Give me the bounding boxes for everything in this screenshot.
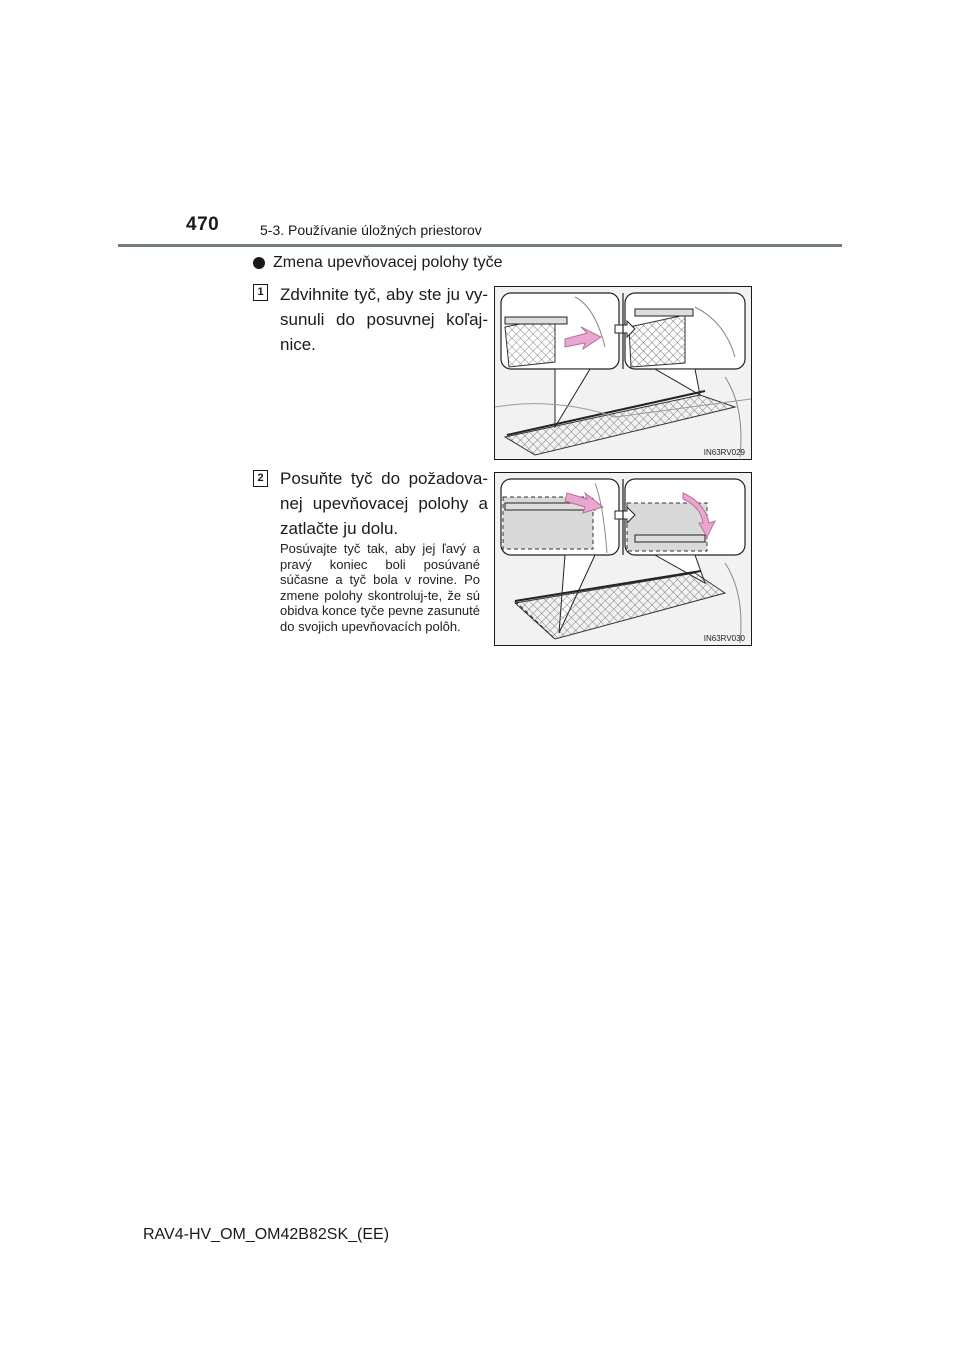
- step-2-note: Posúvajte tyč tak, aby jej ľavý a pravý koniec boli posúvané súčasne a tyč bola v rovine. Po zmene polohy skontroluj-te, že sú obidva konce tyče pevne zasunuté do svojich upevňovacích polôh.: [280, 541, 480, 634]
- heading-text: Zmena upevňovacej polohy tyče: [273, 254, 503, 271]
- step-1-figure: [494, 286, 752, 460]
- step-2-badge: 2: [253, 470, 268, 487]
- step-1-badge: 1: [253, 284, 268, 301]
- cargo-net-illustration-2: [495, 473, 751, 645]
- bullet-dot-icon: [253, 257, 265, 269]
- page-number: 470: [186, 214, 220, 235]
- figure-2-code: IN63RV030: [703, 634, 745, 643]
- bullet-heading: [253, 254, 502, 272]
- footer-document-code: RAV4-HV_OM_OM42B82SK_(EE): [143, 1226, 390, 1243]
- figure-1-code: IN63RV029: [703, 448, 745, 457]
- step-2-text: Posuňte tyč do požadova-nej upevňovacej polohy a zatlačte ju dolu.: [280, 469, 488, 538]
- section-title: 5-3. Používanie úložných priestorov: [260, 222, 482, 238]
- cargo-net-illustration-1: [495, 287, 751, 459]
- header-rule: [118, 244, 842, 247]
- step-2-figure: [494, 472, 752, 646]
- step-1-text: Zdvihnite tyč, aby ste ju vy-sunuli do posuvnej koľaj-nice.: [280, 285, 488, 354]
